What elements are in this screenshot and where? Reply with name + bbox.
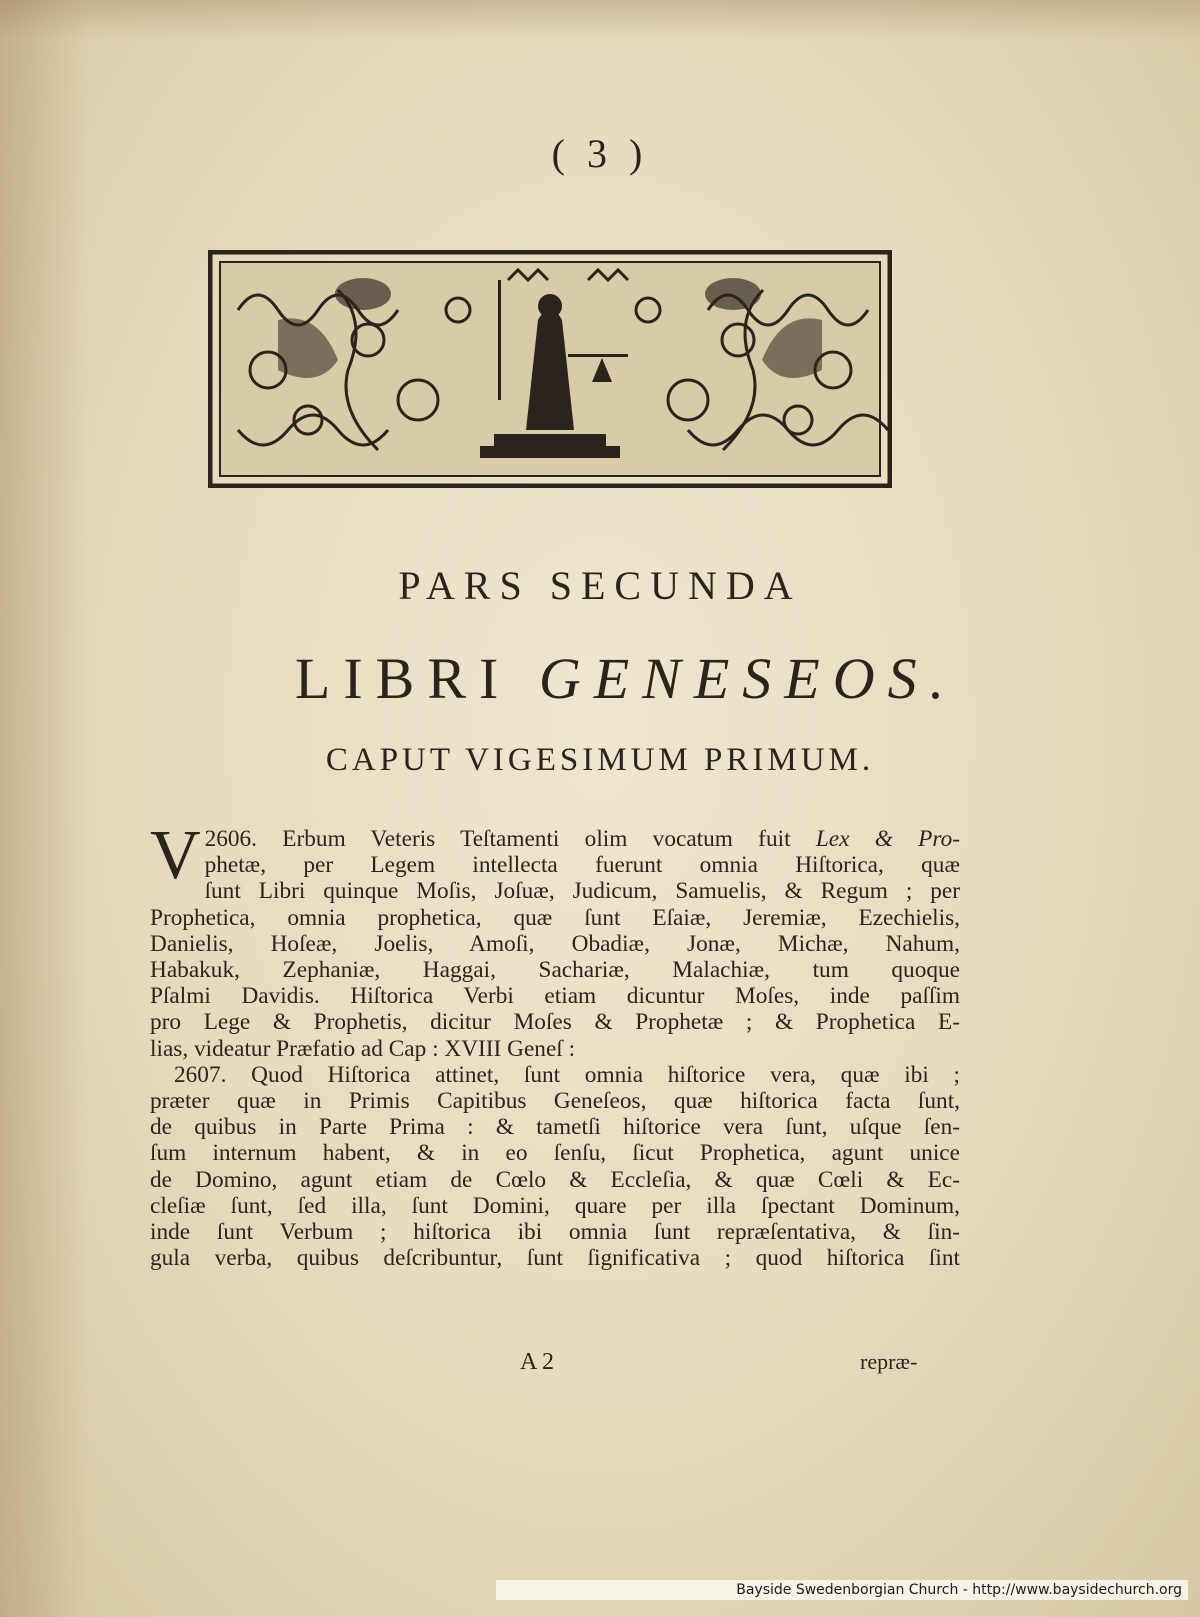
text-line: Danielis, Hoſeæ, Joelis, Amoſi, Obadiæ, Jonæ, Michæ, Nahum,: [150, 930, 960, 957]
page-shadow: [0, 0, 90, 1617]
text-line: Prophetica, omnia prophetica, quæ ſunt Eſaiæ, Jeremiæ, Ezechielis,: [150, 904, 960, 931]
book-title: [146, 645, 1106, 712]
chapter-heading: CAPUT VIGESIMUM PRIMUM.: [325, 742, 875, 778]
text-line: cleſiæ ſunt, ſed illa, ſunt Domini, quare per illa ſpectant Dominum,: [150, 1192, 960, 1219]
text-line: phetæ, per Legem intellecta fuerunt omnia Hiſtorica, quæ: [204, 852, 960, 879]
text-line: ſunt Libri quinque Moſis, Joſuæ, Judicum, Samuelis, & Regum ; per: [204, 878, 960, 905]
text-line: ſum internum habent, & in eo ſenſu, ſicut Prophetica, agunt unice: [150, 1140, 960, 1167]
paragraph-number: 2606.: [204, 826, 257, 852]
text-line: inde ſunt Verbum ; hiſtorica ibi omnia ſunt repræſentativa, & ſin-: [150, 1219, 960, 1246]
footer-credit: Bayside Swedenborgian Church - http://www.baysidechurch.org: [496, 1580, 1188, 1600]
drop-cap: V: [150, 817, 201, 894]
text-line: de quibus in Parte Prima : & tametſi hiſtorice vera ſunt, uſque ſen-: [150, 1114, 960, 1141]
book-title-word: LIBRI: [294, 646, 512, 711]
text-line: Habakuk, Zephaniæ, Haggai, Sachariæ, Malachiæ, tum quoque: [150, 957, 960, 984]
text-line: de Domino, agunt etiam de Cœlo & Eccleſia, & quæ Cœli & Ec-: [150, 1166, 960, 1193]
catchword: repræ-: [860, 1349, 918, 1374]
page-number: ( 3 ): [551, 131, 649, 176]
text-line: Pſalmi Davidis. Hiſtorica Verbi etiam dicuntur Moſes, inde paſſim: [150, 983, 960, 1010]
text-line: pro Lege & Prophetis, dicitur Moſes & Prophetæ ; & Prophetica E-: [150, 1009, 960, 1036]
body-text: [150, 817, 961, 1272]
italic-text: Lex & Pro-: [815, 826, 961, 852]
text-line: gula verba, quibus deſcribuntur, ſunt ſignificativa ; quod hiſtorica ſint: [150, 1245, 960, 1272]
text-line-content: Erbum Veteris Teſtamenti olim vocatum fuit: [282, 826, 791, 852]
signature-mark: A 2: [520, 1349, 555, 1375]
book-title-italic: GENESEOS.: [538, 646, 958, 711]
headpiece-ornament: [208, 250, 892, 488]
text-line: lias, videatur Præfatio ad Cap : XVIII Geneſ :: [150, 1035, 576, 1062]
text-line: 2607. Quod Hiſtorica attinet, ſunt omnia hiſtorice vera, quæ ibi ;: [174, 1061, 960, 1088]
text-line: præter quæ in Primis Capitibus Geneſeos, quæ hiſtorica facta ſunt,: [150, 1088, 960, 1115]
section-heading: PARS SECUNDA: [398, 563, 802, 608]
page-shadow-top: [0, 0, 1200, 40]
